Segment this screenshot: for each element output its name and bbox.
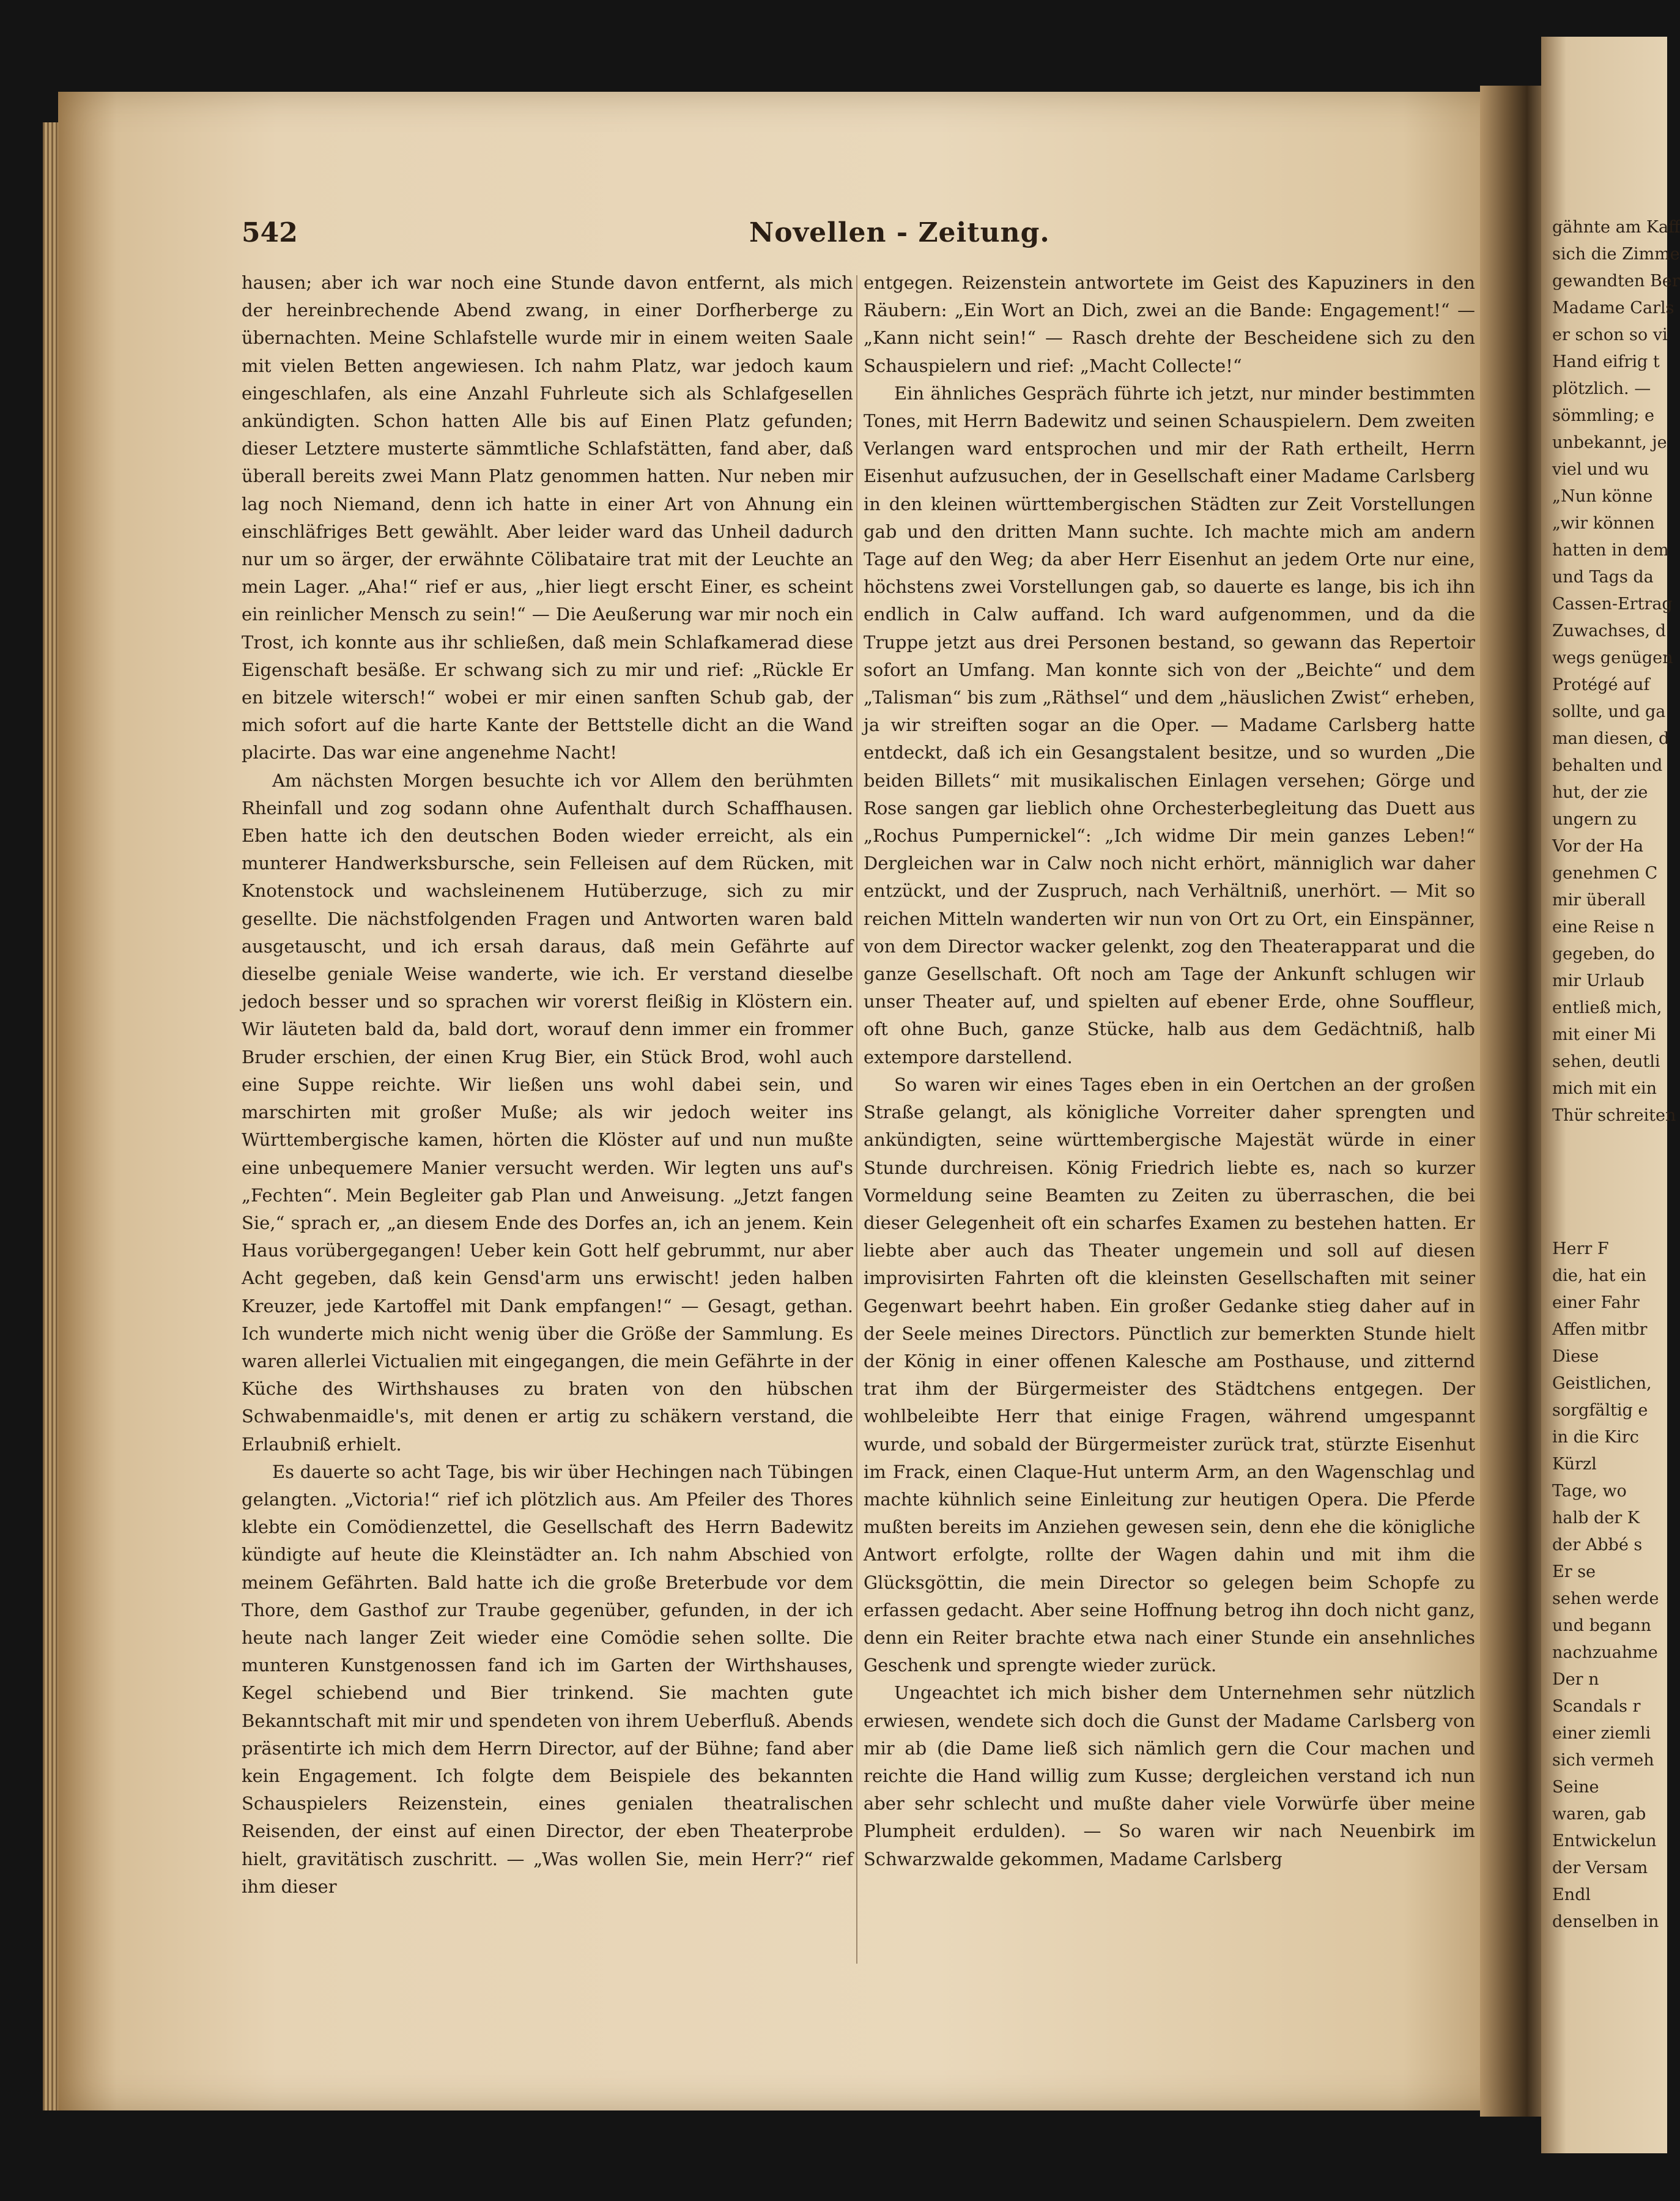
facing-page-line: entließ mich, [1552, 998, 1662, 1017]
facing-page-line: einer ziemli [1552, 1724, 1651, 1743]
facing-page-line: und Tags da [1552, 568, 1654, 587]
facing-page-line: Affen mitbr [1552, 1320, 1648, 1339]
facing-page-line: sich die Zimme [1552, 245, 1680, 264]
facing-page-line: die, hat ein [1552, 1266, 1646, 1285]
facing-page-line: Hand eifrig t [1552, 352, 1660, 371]
facing-page-line: genehmen C [1552, 864, 1658, 883]
facing-page-line: sehen, deutli [1552, 1052, 1660, 1071]
facing-page-line: halb der K [1552, 1509, 1640, 1527]
paragraph: So waren wir eines Tages eben in ein Oertchen an der großen Straße gelangt, als königliche Vorreiter daher sprengten und ankündigten, seine württembergische Majestät würde in einer Stunde durchreisen. König Friedrich liebte es, nach so kurzer Vormeldung seine Beamten zu Zeiten zu überraschen, die bei dieser Gelegenheit oft ein scharfes Examen zu bestehen hatten. Er liebte aber auch das Theater ungemein und soll auf diesen improvisirten Fahrten oft die kleinsten Gesellschaften mit seiner Gegenwart beehrt haben. Ein großer Gedanke stieg daher auf in der Seele meines Directors. Pünctlich zur bemerkten Stunde hielt der König in einer offenen Kalesche am Posthause, und zitternd trat ihm der Bürgermeister des Städtchens entgegen. Der wohlbeleibte Herr that einige Fragen, während umgespannt wurde, und sobald der Bürgermeister zurück trat, stürzte Eisenhut im Frack, einen Claque-Hut unterm Arm, an den Wagenschlag und machte kühnlich seine Einleitung zur heutigen Opera. Die Pferde mußten bereits im Anziehen gewesen sein, denn ehe die königliche Antwort erfolgte, rollte der Wagen dahin und mit ihm die Glücksgöttin, die mein Director so gelegen beim Schopfe zu erfassen gedacht. Aber seine Hoffnung betrog ihn doch nicht ganz, denn ein Reiter brachte etwa nach einer Stunde ein ansehnliches Geschenk und sprengte wieder zurück. [864, 1074, 1475, 1676]
facing-page-line: waren, gab [1552, 1805, 1646, 1824]
facing-page-line: eine Reise n [1552, 918, 1655, 937]
facing-page-line: sich vermeh [1552, 1751, 1654, 1770]
facing-page-line: Seine [1552, 1778, 1599, 1797]
facing-page-line: viel und wu [1552, 460, 1649, 479]
facing-page-line: Vor der Ha [1552, 837, 1644, 856]
facing-page-line: Diese [1552, 1347, 1599, 1366]
facing-page-line: plötzlich. — [1552, 379, 1651, 398]
facing-page-line: nachzuahme [1552, 1643, 1658, 1662]
book-gutter [1480, 86, 1547, 2117]
facing-page-line: sollte, und ga [1552, 702, 1666, 721]
paragraph: entgegen. Reizenstein antwortete im Geist des Kapuziners in den Räubern: „Ein Wort an Dich, zwei an die Bande: Engagement!“ — „Kann nicht sein!“ — Rasch drehte der Bescheidene sich zu den Schauspielern und rief: „Macht Collecte!“ [864, 272, 1475, 376]
facing-page-line: in die Kirc [1552, 1428, 1639, 1447]
facing-page-line: Tage, wo [1552, 1482, 1627, 1501]
facing-page-line: sorgfältig e [1552, 1401, 1648, 1420]
facing-page-line: Endl [1552, 1885, 1591, 1904]
facing-page-line: mich mit ein [1552, 1079, 1657, 1098]
facing-page-line: unbekannt, je [1552, 433, 1667, 452]
facing-page-line: „Nun könne [1552, 487, 1653, 506]
facing-page-line: hut, der zie [1552, 783, 1648, 802]
facing-page-line: Madame Carls [1552, 299, 1674, 317]
facing-page-line: Thür schreiten [1552, 1106, 1676, 1125]
right-column [864, 269, 1475, 1873]
facing-page-line: gewandten Ber [1552, 272, 1680, 291]
paragraph: Ein ähnliches Gespräch führte ich jetzt, nur minder bestimmten Tones, mit Herrn Badewitz und seinen Schauspielern. Dem zweiten Verlangen ward entsprochen und mir der Rath ertheilt, Herrn Eisenhut aufzusuchen, der in Gesellschaft einer Madame Carlsberg in den kleinen württembergischen Städten zur Zeit Vorstellungen gab und den dritten Mann suchte. Ich machte mich am andern Tage auf den Weg; da aber Herr Eisenhut an jedem Orte nur eine, höchstens zwei Vorstellungen gab, so dauerte es lange, bis ich ihn endlich in Calw auffand. Ich ward aufgenommen, und da die Truppe jetzt aus drei Personen bestand, so gewann das Repertoir sofort an Umfang. Man konnte sich von der „Beichte“ und dem „Talisman“ bis zum „Räthsel“ und dem „häuslichen Zwist“ erheben, ja wir streiften sogar an die Oper. — Madame Carlsberg hatte entdeckt, daß ich ein Gesangstalent besitze, und so wurden „Die beiden Billets“ mit musikalischen Einlagen versehen; Görge und Rose sangen gar lieblich ohne Orchesterbegleitung das Duett aus „Rochus Pumpernickel“: „Ich widme Dir mein ganzes Leben!“ Dergleichen war in Calw noch nicht erhört, männiglich war daher entzückt, und der Zuspruch, nach Verhältniß, unerhört. — Mit so reichen Mitteln wanderten wir nun von Ort zu Ort, ein Einspänner, von dem Director wacker gelenkt, zog den Theaterapparat und die ganze Gesellschaft. Oft noch am Tage der Ankunft schlugen wir unser Theater auf, und spielten auf ebener Erde, ohne Souffleur, oft ohne Buch, ganze Stücke, halb aus dem Gedächtniß, halb extempore darstellend. [864, 382, 1475, 1067]
facing-page-line: gegeben, do [1552, 945, 1655, 963]
facing-page-text-bottom [1552, 1236, 1668, 1936]
facing-page-line: mit einer Mi [1552, 1025, 1656, 1044]
facing-page-line: Zuwachses, d [1552, 622, 1667, 640]
paragraph: hausen; aber ich war noch eine Stunde davon entfernt, als mich der hereinbrechende Abend zwang, in einer Dorfherberge zu übernachten. Meine Schlafstelle wurde mir in einem weiten Saale mit vielen Betten angewiesen. Ich nahm Platz, war jedoch kaum eingeschlafen, als eine Anzahl Fuhrleute sich als Schlafgesellen ankündigten. Schon hatten Alle bis auf Einen Platz gefunden; dieser Letztere musterte sämmtliche Schlafstätten, fand aber, daß überall bereits zwei Mann Platz genommen hatten. Nur neben mir lag noch Niemand, denn ich hatte in einer Art von Ahnung ein einschläfriges Bett gewählt. Aber leider ward das Unheil dadurch nur um so ärger, der erwähnte Cölibataire trat mit der Leuchte an mein Lager. „Aha!“ rief er aus, „hier liegt erscht Einer, es scheint ein reinlicher Mensch zu sein!“ — Die Aeußerung war mir noch ein Trost, ich konnte aus ihr schließen, daß mein Schlafkamerad diese Eigenschaft besäße. Er schwang sich zu mir und rief: „Rückle Er en bitzele witersch!“ wobei er mir einen sanften Schub gab, der mich sofort auf die harte Kante der Bettstelle dicht an die Wand placirte. Das war eine angenehme Nacht! [242, 272, 853, 763]
facing-page-line: mir überall [1552, 891, 1646, 910]
page-header [242, 217, 1459, 260]
facing-page-line: denselben in [1552, 1912, 1659, 1931]
facing-page-line: Er se [1552, 1562, 1596, 1581]
facing-page-line: einer Fahr [1552, 1293, 1640, 1312]
facing-page-line: Scandals r [1552, 1697, 1641, 1716]
facing-page-text-top [1552, 214, 1680, 1129]
paragraph: Ungeachtet ich mich bisher dem Unternehmen sehr nützlich erwiesen, wendete sich doch die Gunst der Madame Carlsberg von mir ab (die Dame ließ sich nämlich gern die Cour machen und reichte die Hand willig zum Kusse; dergleichen verstand ich nun aber sehr schlecht und mußte daher viele Vorwürfe über meine Plumpheit erdulden). — So waren wir nach Neuenbirk im Schwarzwalde gekommen, Madame Carlsberg [864, 1682, 1475, 1869]
left-column [242, 269, 853, 1901]
facing-page-line: Cassen-Ertrag [1552, 595, 1673, 614]
facing-page-line: Protégé auf [1552, 675, 1650, 694]
paragraph: Es dauerte so acht Tage, bis wir über Hechingen nach Tübingen gelangten. „Victoria!“ rief ich plötzlich aus. Am Pfeiler des Thores klebte ein Comödienzettel, die Gesellschaft des Herrn Badewitz kündigte auf heute die Kleinstädter an. Ich nahm Abschied von meinem Gefährten. Bald hatte ich die große Breterbude vor dem Thore, dem Gasthof zur Traube gegenüber, gefunden, in der ich heute nach langer Zeit wieder eine Comödie sehen sollte. Die munteren Kunstgenossen fand ich im Garten der Wirthshauses, Kegel schiebend und Bier trinkend. Sie machten gute Bekanntschaft mit mir und spendeten von ihrem Ueberfluß. Abends präsentirte ich mich dem Herrn Director, auf der Bühne; fand aber kein Engagement. Ich folgte dem Beispiele des bekannten Schauspielers Reizenstein, eines genialen theatralischen Reisenden, der einst auf einen Director, der eben Theaterprobe hielt, gravitätisch zuschritt. — „Was wollen Sie, mein Herr?“ rief ihm dieser [242, 1461, 853, 1897]
facing-page-line: man diesen, d [1552, 729, 1670, 748]
facing-page-line: hatten in dem [1552, 541, 1669, 560]
facing-page-line: der Abbé s [1552, 1535, 1643, 1554]
column-rule [856, 275, 857, 1964]
facing-page-line: mir Urlaub [1552, 971, 1645, 990]
facing-page-line: „wir können [1552, 514, 1655, 533]
facing-page-line: er schon so vi [1552, 325, 1668, 344]
facing-page-line: Geistlichen, [1552, 1374, 1652, 1393]
facing-page-line: wegs genügen [1552, 648, 1673, 667]
running-title: Novellen - Zeitung. [749, 217, 1050, 248]
page-number: 542 [242, 217, 298, 248]
facing-page-line: gähnte am Kaff [1552, 218, 1680, 237]
facing-page-line: sehen werde [1552, 1589, 1659, 1608]
paragraph: Am nächsten Morgen besuchte ich vor Allem den berühmten Rheinfall und zog sodann ohne Aufenthalt durch Schaffhausen. Eben hatte ich den deutschen Boden wieder erreicht, als ein munterer Handwerksbursche, sein Felleisen auf dem Rücken, mit Knotenstock und wachsleinenem Hutüberzuge, sich zu mir gesellte. Die nächstfolgenden Fragen und Antworten waren bald ausgetauscht, und ich ersah daraus, daß mein Gefährte auf dieselbe geniale Weise wanderte, wie ich. Er verstand dieselbe jedoch besser und so sprachen wir vorerst fleißig in Klöstern ein. Wir läuteten bald da, bald dort, worauf denn immer ein frommer Bruder erschien, der einen Krug Bier, ein Stück Brod, wohl auch eine Suppe reichte. Wir ließen uns wohl dabei sein, und marschirten mit großer Muße; als wir jedoch weiter ins Württembergische kamen, hörten die Klöster auf und nun mußte eine unbequemere Manier versucht werden. Wir legten uns auf's „Fechten“. Mein Begleiter gab Plan und Anweisung. „Jetzt fangen Sie,“ sprach er, „an diesem Ende des Dorfes an, ich an jenem. Kein Haus vorübergegangen! Ueber kein Gott helf gebrummt, nur aber Acht gegeben, daß kein Gensd'arm uns erwischt! jeden halben Kreuzer, jede Kartoffel mit Dank empfangen!“ — Gesagt, gethan. Ich wunderte mich nicht wenig über die Größe der Sammlung. Es waren allerlei Victualien mit eingegangen, die mein Gefährte in der Küche des Wirthshauses zu braten von den hübschen Schwabenmaidle's, mit denen er artig zu schäkern verstand, die Erlaubniß erhielt. [242, 770, 853, 1455]
facing-page-line: Entwickelun [1552, 1832, 1657, 1850]
facing-page-line: Der n [1552, 1670, 1599, 1689]
facing-page-line: Kürzl [1552, 1455, 1597, 1474]
facing-page-line: sömmling; e [1552, 406, 1654, 425]
facing-page-line: der Versam [1552, 1858, 1648, 1877]
facing-page-line: behalten und [1552, 756, 1663, 775]
facing-page-line: ungern zu [1552, 810, 1637, 829]
facing-page-line: und begann [1552, 1616, 1652, 1635]
facing-page-line: Herr F [1552, 1239, 1609, 1258]
